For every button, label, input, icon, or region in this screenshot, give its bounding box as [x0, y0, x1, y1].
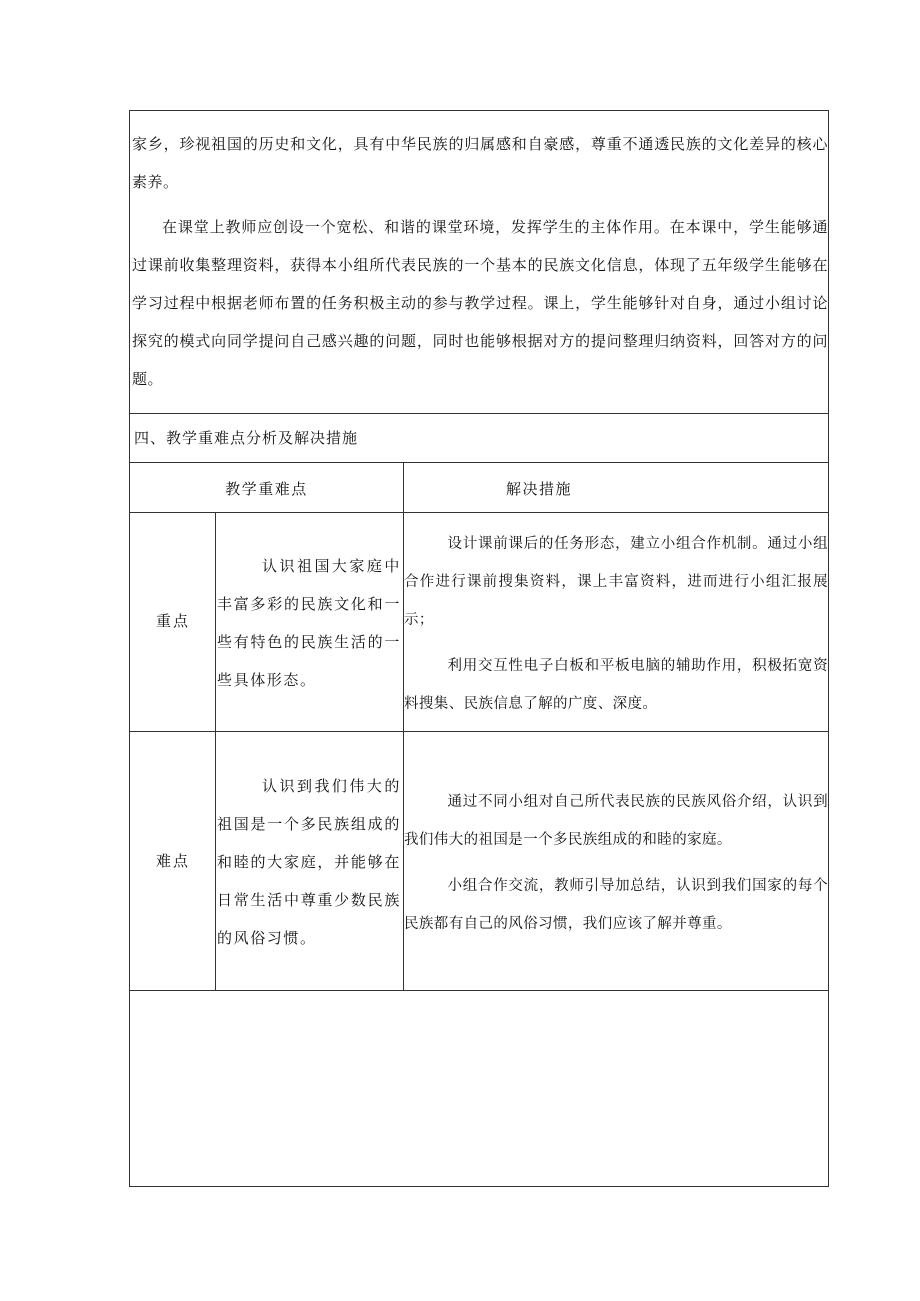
measure-text: 利用交互性电子白板和平板电脑的辅助作用，积极拓宽资料搜集、民族信息了解的广度、深度。: [404, 658, 828, 712]
column-divider-label: [215, 512, 216, 990]
table-bottom-line: [129, 990, 829, 991]
row-divider: [129, 731, 829, 732]
paragraph-literacy: 家乡，珍视祖国的历史和文化，具有中华民族的归属感和自豪感，尊重不通透民族的文化差异的核心素养。: [132, 135, 828, 191]
row-label-key: 重点: [155, 612, 190, 630]
section-divider: [129, 413, 829, 414]
header-top-line: [129, 462, 829, 463]
header-key-points: 教学重难点: [225, 480, 308, 498]
row-label-difficult: 难点: [155, 852, 190, 870]
header-bottom-line: [129, 512, 829, 513]
section-title: 四、教学重难点分析及解决措施: [134, 429, 359, 447]
row-description-key: 认识祖国大家庭中丰富多彩的民族文化和一些有特色的民族生活的一些具体形态。: [217, 557, 401, 689]
measure-text: 小组合作交流，教师引导加总结，认识到我们国家的每个民族都有自己的风俗习惯，我们应该了解并尊重。: [404, 878, 828, 932]
row-measures-difficult: [404, 783, 828, 943]
row-measures-key: [404, 525, 828, 723]
header-measures: 解决措施: [505, 480, 572, 498]
measure-text: 通过不同小组对自己所代表民族的民族风俗介绍，认识到我们伟大的祖国是一个多民族组成的和睦的家庭。: [404, 794, 828, 848]
measure-text: 设计课前课后的任务形态，建立小组合作机制。通过小组合作进行课前搜集资料，课上丰富资料，进而进行小组汇报展示；: [404, 536, 828, 628]
paragraph-classroom: 在课堂上教师应创设一个宽松、和谐的课堂环境，发挥学生的主体作用。在本课中，学生能够通过课前收集整理资料，获得本小组所代表民族的一个基本的民族文化信息，体现了五年级学生能够在学习过程中根据老师布置的任务积极主动的参与教学过程。课上，学生能够针对自身，通过小组讨论探究的模式向同学提问自己感兴趣的问题，同时也能够根据对方的提问整理归纳资料，回答对方的问题。: [132, 218, 828, 388]
row-description-difficult: 认识到我们伟大的祖国是一个多民族组成的和睦的大家庭，并能够在日常生活中尊重少数民族的风俗习惯。: [217, 777, 401, 947]
continuation-text: [130, 125, 830, 398]
